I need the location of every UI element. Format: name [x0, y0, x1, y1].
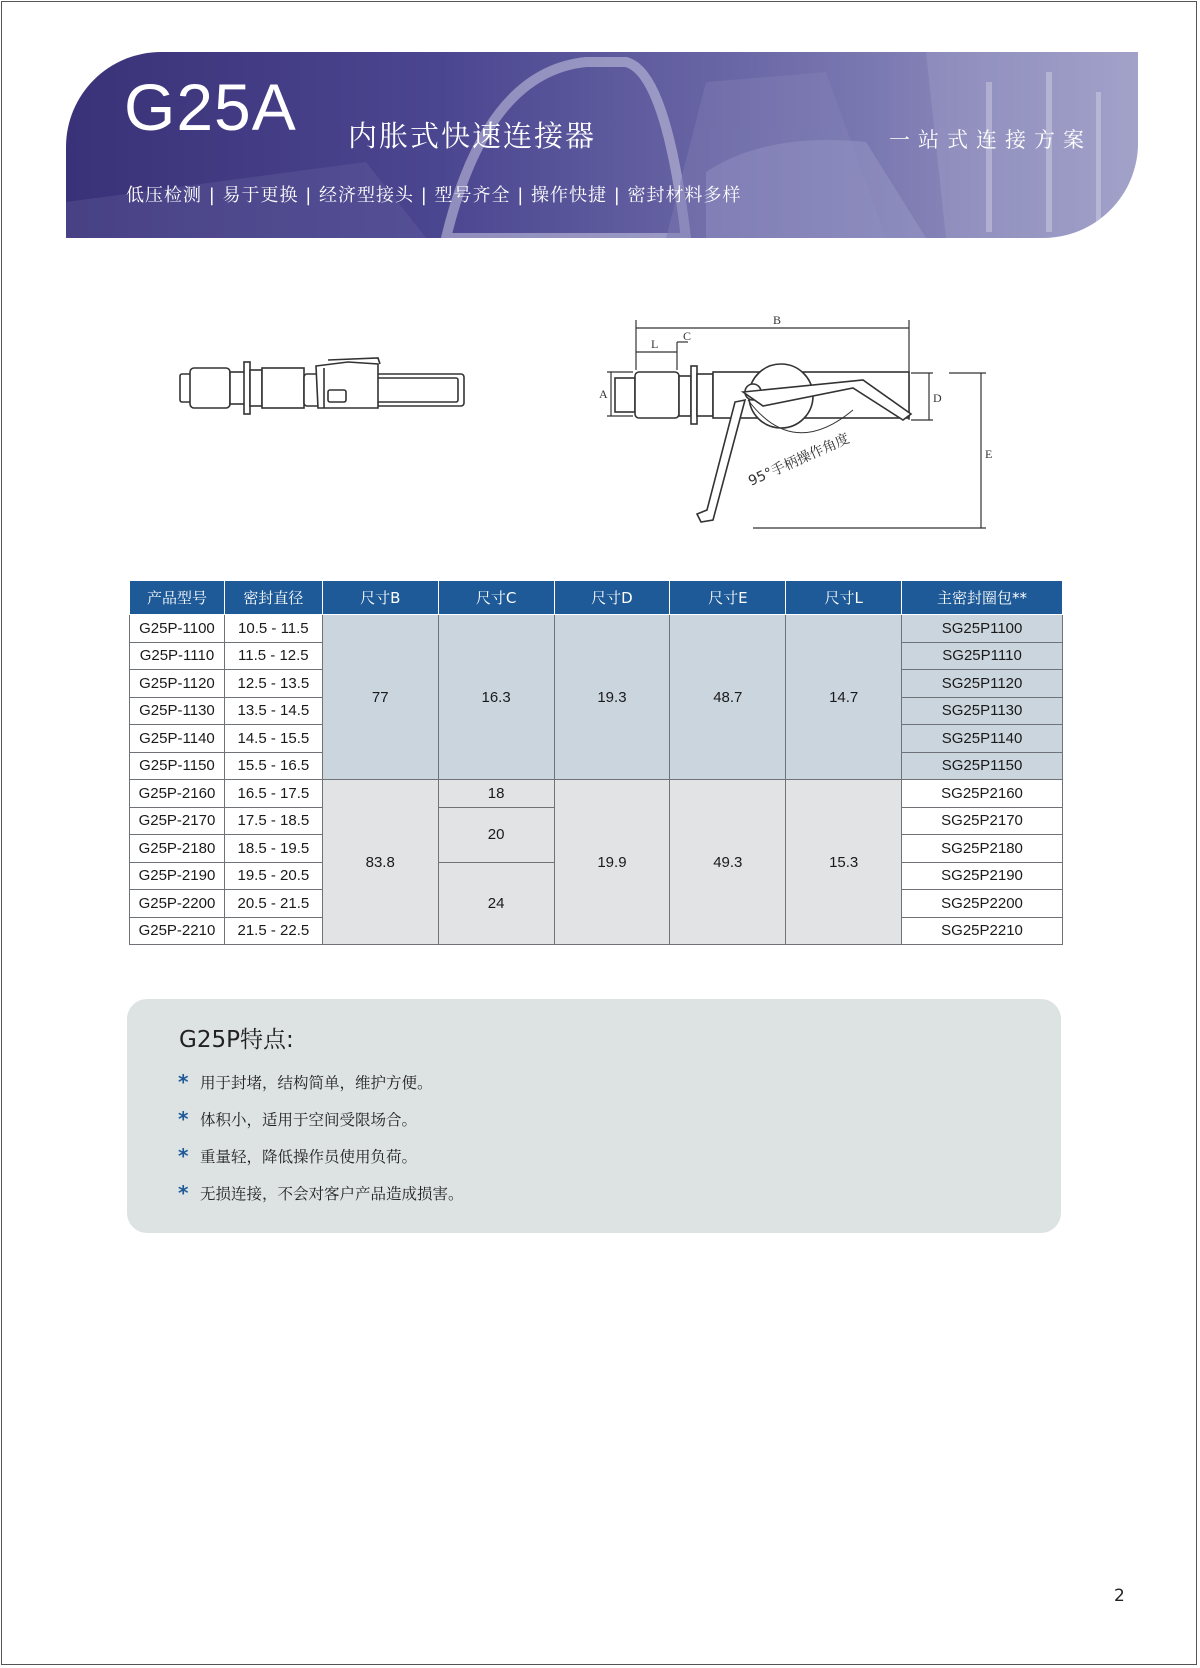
header-dim-e: 尺寸E — [670, 581, 786, 615]
header-dim-l: 尺寸L — [786, 581, 902, 615]
dim-label-b: B — [773, 313, 782, 327]
connector-side-view-drawing — [178, 352, 468, 432]
group2-c-b: 20 — [438, 807, 554, 862]
seal-dia-cell: 19.5 - 20.5 — [224, 862, 322, 890]
group2-l: 15.3 — [786, 780, 902, 945]
group1-e: 48.7 — [670, 615, 786, 780]
features-title: G25P特点: — [179, 1027, 294, 1053]
header-model: 产品型号 — [130, 581, 225, 615]
product-subtitle: 内胀式快速连接器 — [348, 119, 597, 153]
seal-pack-cell: SG25P1110 — [902, 642, 1063, 670]
group1-c: 16.3 — [438, 615, 554, 780]
header-banner — [66, 52, 1138, 238]
feature-tags-line: 低压检测 | 易于更换 | 经济型接头 | 型号齐全 | 操作快捷 | 密封材料多样 — [126, 185, 742, 206]
model-cell: G25P-1140 — [130, 725, 225, 753]
header-dim-c: 尺寸C — [438, 581, 554, 615]
feature-text: 重量轻，降低操作员使用负荷。 — [200, 1147, 418, 1166]
header-dim-b: 尺寸B — [322, 581, 438, 615]
slogan: 一站式连接方案 — [889, 128, 1092, 152]
features-list — [178, 1063, 464, 1211]
page-number: 2 — [1114, 1586, 1125, 1606]
model-cell: G25P-2170 — [130, 807, 225, 835]
table-header-row — [130, 581, 1063, 615]
seal-pack-cell: SG25P2190 — [902, 862, 1063, 890]
table-row — [130, 780, 1063, 808]
seal-pack-cell: SG25P2180 — [902, 835, 1063, 863]
seal-dia-cell: 15.5 - 16.5 — [224, 752, 322, 780]
seal-dia-cell: 18.5 - 19.5 — [224, 835, 322, 863]
dim-label-c: C — [683, 329, 692, 343]
group1-l: 14.7 — [786, 615, 902, 780]
group1-b: 77 — [322, 615, 438, 780]
seal-dia-cell: 12.5 - 13.5 — [224, 670, 322, 698]
list-item — [178, 1063, 464, 1100]
seal-pack-cell: SG25P2200 — [902, 890, 1063, 918]
header-dim-d: 尺寸D — [554, 581, 670, 615]
dim-label-d: D — [933, 391, 942, 405]
model-cell: G25P-1120 — [130, 670, 225, 698]
seal-pack-cell: SG25P2170 — [902, 807, 1063, 835]
list-item — [178, 1100, 464, 1137]
seal-dia-cell: 20.5 - 21.5 — [224, 890, 322, 918]
feature-text: 用于封堵，结构简单，维护方便。 — [200, 1073, 433, 1092]
seal-pack-cell: SG25P1100 — [902, 615, 1063, 643]
model-cell: G25P-1130 — [130, 697, 225, 725]
list-item — [178, 1174, 464, 1211]
dim-label-l: L — [651, 337, 659, 351]
seal-dia-cell: 21.5 - 22.5 — [224, 917, 322, 945]
group2-d: 19.9 — [554, 780, 670, 945]
asterisk-bullet-icon: * — [178, 1069, 189, 1094]
group2-b: 83.8 — [322, 780, 438, 945]
group2-e: 49.3 — [670, 780, 786, 945]
seal-pack-cell: SG25P2160 — [902, 780, 1063, 808]
spec-table — [129, 580, 1063, 945]
group2-c-c: 24 — [438, 862, 554, 945]
seal-dia-cell: 11.5 - 12.5 — [224, 642, 322, 670]
model-cell: G25P-2160 — [130, 780, 225, 808]
model-cell: G25P-2190 — [130, 862, 225, 890]
dim-label-a: A — [599, 387, 608, 401]
seal-dia-cell: 13.5 - 14.5 — [224, 697, 322, 725]
table-row — [130, 615, 1063, 643]
header-seal-diameter: 密封直径 — [224, 581, 322, 615]
features-panel — [127, 999, 1061, 1233]
seal-pack-cell: SG25P1130 — [902, 697, 1063, 725]
model-cell: G25P-2200 — [130, 890, 225, 918]
group2-c-a: 18 — [438, 780, 554, 808]
model-cell: G25P-1100 — [130, 615, 225, 643]
header-seal-pack: 主密封圈包** — [902, 581, 1063, 615]
model-cell: G25P-1150 — [130, 752, 225, 780]
page-title: G25A — [124, 70, 297, 144]
seal-dia-cell: 16.5 - 17.5 — [224, 780, 322, 808]
asterisk-bullet-icon: * — [178, 1180, 189, 1205]
asterisk-bullet-icon: * — [178, 1143, 189, 1168]
seal-dia-cell: 14.5 - 15.5 — [224, 725, 322, 753]
seal-dia-cell: 10.5 - 11.5 — [224, 615, 322, 643]
list-item — [178, 1137, 464, 1174]
seal-pack-cell: SG25P1120 — [902, 670, 1063, 698]
seal-pack-cell: SG25P2210 — [902, 917, 1063, 945]
asterisk-bullet-icon: * — [178, 1106, 189, 1131]
seal-pack-cell: SG25P1150 — [902, 752, 1063, 780]
seal-pack-cell: SG25P1140 — [902, 725, 1063, 753]
model-cell: G25P-1110 — [130, 642, 225, 670]
feature-text: 体积小，适用于空间受限场合。 — [200, 1110, 418, 1129]
angle-label: 95°手柄操作角度 — [746, 430, 853, 490]
model-cell: G25P-2210 — [130, 917, 225, 945]
model-cell: G25P-2180 — [130, 835, 225, 863]
seal-dia-cell: 17.5 - 18.5 — [224, 807, 322, 835]
dimension-drawing — [593, 310, 1003, 540]
feature-text: 无损连接，不会对客户产品造成损害。 — [200, 1184, 464, 1203]
group1-d: 19.3 — [554, 615, 670, 780]
dim-label-e: E — [985, 447, 993, 461]
